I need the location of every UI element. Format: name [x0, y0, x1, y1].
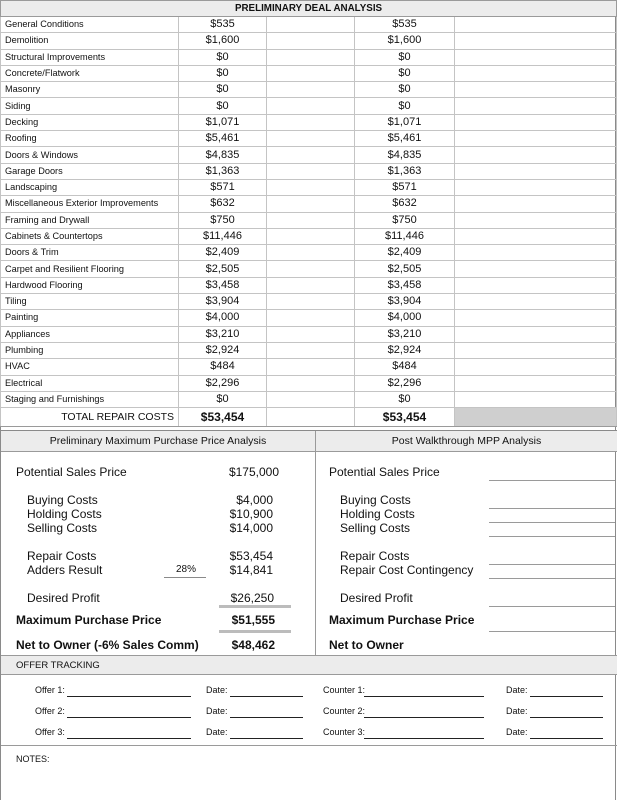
prelim-repair-value: $53,454 — [229, 549, 273, 563]
post-potential-sales-label: Potential Sales Price — [329, 465, 440, 479]
empty-cell — [267, 228, 355, 244]
post-repair-field[interactable] — [489, 564, 615, 565]
repair-item-post-cost: $1,071 — [355, 114, 455, 130]
prelim-adders-percent: 28% — [176, 564, 197, 575]
repair-item-prelim-cost: $4,000 — [179, 310, 267, 326]
adders-percent-underline — [164, 577, 206, 578]
empty-cell — [267, 391, 355, 407]
counter-input-line[interactable] — [364, 717, 484, 718]
prelim-repair-label: Repair Costs — [27, 549, 97, 563]
post-holding-label: Holding Costs — [340, 507, 415, 521]
repair-item-post-cost: $484 — [355, 359, 455, 375]
table-row — [1, 131, 617, 147]
offer-label: Offer 3: — [35, 727, 65, 737]
repair-item-label: Painting — [1, 310, 179, 326]
repair-item-prelim-cost: $5,461 — [179, 131, 267, 147]
counter-date-line[interactable] — [530, 696, 603, 697]
repair-item-label: Carpet and Resilient Flooring — [1, 261, 179, 277]
empty-cell — [455, 65, 617, 81]
empty-cell — [267, 359, 355, 375]
empty-cell — [267, 277, 355, 293]
post-contingency-label: Repair Cost Contingency — [340, 563, 474, 577]
repair-item-prelim-cost: $4,835 — [179, 147, 267, 163]
table-row — [1, 277, 617, 293]
post-net-label: Net to Owner — [329, 638, 404, 652]
table-row — [1, 163, 617, 179]
counter-date-label: Date: — [506, 706, 528, 716]
repair-item-prelim-cost: $1,363 — [179, 163, 267, 179]
empty-cell — [267, 179, 355, 195]
repair-item-post-cost: $571 — [355, 179, 455, 195]
repair-item-prelim-cost: $2,409 — [179, 245, 267, 261]
counter-label: Counter 2: — [323, 706, 366, 716]
repair-item-post-cost: $3,904 — [355, 294, 455, 310]
prelim-mpp-value: $51,555 — [231, 613, 275, 627]
repair-item-label: Staging and Furnishings — [1, 391, 179, 407]
empty-cell — [267, 98, 355, 114]
prelim-mpp-heading: Preliminary Maximum Purchase Price Analysis — [1, 431, 315, 452]
table-row — [1, 342, 617, 358]
empty-cell — [267, 245, 355, 261]
repair-item-prelim-cost: $0 — [179, 391, 267, 407]
post-repair-label: Repair Costs — [340, 549, 410, 563]
post-selling-field[interactable] — [489, 536, 615, 537]
offer-tracking-heading: OFFER TRACKING — [1, 655, 617, 675]
repair-item-post-cost: $2,409 — [355, 245, 455, 261]
mpp-underline — [219, 630, 291, 633]
empty-cell — [267, 408, 355, 427]
post-profit-label: Desired Profit — [340, 591, 413, 605]
repair-item-prelim-cost: $484 — [179, 359, 267, 375]
repair-item-post-cost: $11,446 — [355, 228, 455, 244]
table-row — [1, 261, 617, 277]
repair-item-prelim-cost: $2,505 — [179, 261, 267, 277]
repair-item-label: Doors & Windows — [1, 147, 179, 163]
total-label: TOTAL REPAIR COSTS — [1, 408, 179, 427]
empty-cell — [455, 179, 617, 195]
empty-cell — [455, 310, 617, 326]
repair-item-post-cost: $3,210 — [355, 326, 455, 342]
notes-area[interactable] — [1, 745, 617, 800]
repair-item-post-cost: $4,835 — [355, 147, 455, 163]
repair-item-prelim-cost: $0 — [179, 82, 267, 98]
empty-cell — [455, 33, 617, 49]
repair-item-label: Siding — [1, 98, 179, 114]
counter-input-line[interactable] — [364, 738, 484, 739]
empty-cell — [267, 17, 355, 33]
repair-item-label: Hardwood Flooring — [1, 277, 179, 293]
empty-cell — [455, 98, 617, 114]
prelim-net-label: Net to Owner (-6% Sales Comm) — [16, 638, 199, 652]
table-row — [1, 326, 617, 342]
table-row — [1, 310, 617, 326]
repair-item-post-cost: $0 — [355, 391, 455, 407]
empty-cell — [455, 294, 617, 310]
repair-item-post-cost: $0 — [355, 49, 455, 65]
empty-cell — [455, 375, 617, 391]
repair-item-post-cost: $1,363 — [355, 163, 455, 179]
repair-item-prelim-cost: $0 — [179, 49, 267, 65]
repair-item-post-cost: $1,600 — [355, 33, 455, 49]
counter-label: Counter 1: — [323, 685, 366, 695]
repair-item-prelim-cost: $0 — [179, 98, 267, 114]
empty-cell — [455, 163, 617, 179]
repair-item-label: Tiling — [1, 294, 179, 310]
prelim-adders-value: $14,841 — [229, 563, 273, 577]
empty-cell — [267, 82, 355, 98]
repair-item-post-cost: $0 — [355, 98, 455, 114]
repair-item-label: Roofing — [1, 131, 179, 147]
table-row — [1, 179, 617, 195]
post-potential-sales-field[interactable] — [489, 480, 615, 481]
repair-item-label: General Conditions — [1, 17, 179, 33]
table-row — [1, 359, 617, 375]
total-row — [1, 408, 617, 427]
table-row — [1, 82, 617, 98]
empty-cell — [267, 294, 355, 310]
table-row — [1, 17, 617, 33]
table-row — [1, 375, 617, 391]
empty-cell — [455, 277, 617, 293]
prelim-adders-label: Adders Result — [27, 563, 103, 577]
post-mpp-label: Maximum Purchase Price — [329, 613, 475, 627]
repair-item-prelim-cost: $2,296 — [179, 375, 267, 391]
table-row — [1, 294, 617, 310]
empty-cell — [455, 114, 617, 130]
table-row — [1, 98, 617, 114]
post-buying-label: Buying Costs — [340, 493, 411, 507]
repair-item-post-cost: $2,296 — [355, 375, 455, 391]
post-profit-field[interactable] — [489, 606, 615, 607]
repair-item-prelim-cost: $2,924 — [179, 342, 267, 358]
empty-cell — [267, 147, 355, 163]
offer-input-line[interactable] — [67, 696, 191, 697]
repair-item-post-cost: $632 — [355, 196, 455, 212]
repair-item-prelim-cost: $1,071 — [179, 114, 267, 130]
repair-item-label: Structural Improvements — [1, 49, 179, 65]
post-contingency-field[interactable] — [489, 578, 615, 579]
repair-item-post-cost: $3,458 — [355, 277, 455, 293]
offer-label: Offer 2: — [35, 706, 65, 716]
prelim-profit-label: Desired Profit — [27, 591, 100, 605]
empty-cell — [267, 375, 355, 391]
offer-date-label: Date: — [206, 727, 228, 737]
offer-date-label: Date: — [206, 685, 228, 695]
repair-item-label: Doors & Trim — [1, 245, 179, 261]
empty-cell — [267, 49, 355, 65]
table-row — [1, 49, 617, 65]
empty-cell — [267, 342, 355, 358]
empty-cell — [455, 326, 617, 342]
repair-item-label: Garage Doors — [1, 163, 179, 179]
repair-item-prelim-cost: $3,904 — [179, 294, 267, 310]
prelim-buying-value: $4,000 — [236, 493, 273, 507]
repair-item-post-cost: $2,505 — [355, 261, 455, 277]
repair-item-label: Framing and Drywall — [1, 212, 179, 228]
table-row — [1, 147, 617, 163]
empty-cell — [267, 310, 355, 326]
repair-item-post-cost: $4,000 — [355, 310, 455, 326]
post-holding-field[interactable] — [489, 522, 615, 523]
table-row — [1, 391, 617, 407]
empty-cell — [455, 49, 617, 65]
repair-item-prelim-cost: $571 — [179, 179, 267, 195]
prelim-net-value: $48,462 — [231, 638, 275, 652]
repair-item-label: HVAC — [1, 359, 179, 375]
counter-date-label: Date: — [506, 685, 528, 695]
empty-cell — [455, 131, 617, 147]
repair-item-post-cost: $0 — [355, 82, 455, 98]
prelim-buying-label: Buying Costs — [27, 493, 98, 507]
table-row — [1, 228, 617, 244]
repair-item-label: Concrete/Flatwork — [1, 65, 179, 81]
repair-item-prelim-cost: $3,210 — [179, 326, 267, 342]
empty-cell — [267, 326, 355, 342]
repair-item-prelim-cost: $1,600 — [179, 33, 267, 49]
repair-item-post-cost: $750 — [355, 212, 455, 228]
post-mpp-heading: Post Walkthrough MPP Analysis — [316, 431, 617, 452]
counter-date-line[interactable] — [530, 717, 603, 718]
total-post: $53,454 — [355, 408, 455, 427]
repair-item-label: Decking — [1, 114, 179, 130]
offer-date-line[interactable] — [230, 717, 303, 718]
counter-date-label: Date: — [506, 727, 528, 737]
empty-cell — [267, 33, 355, 49]
empty-cell — [455, 228, 617, 244]
counter-input-line[interactable] — [364, 696, 484, 697]
empty-cell — [267, 196, 355, 212]
repair-item-label: Electrical — [1, 375, 179, 391]
notes-label: NOTES: — [16, 754, 50, 764]
repair-item-label: Demolition — [1, 33, 179, 49]
repair-item-label: Cabinets & Countertops — [1, 228, 179, 244]
prelim-mpp-label: Maximum Purchase Price — [16, 613, 162, 627]
section-divider — [315, 431, 316, 656]
offer-row — [1, 682, 617, 702]
offer-label: Offer 1: — [35, 685, 65, 695]
prelim-potential-sales-label: Potential Sales Price — [16, 465, 127, 479]
repair-item-post-cost: $2,924 — [355, 342, 455, 358]
empty-cell — [455, 261, 617, 277]
repair-item-label: Plumbing — [1, 342, 179, 358]
prelim-holding-label: Holding Costs — [27, 507, 102, 521]
prelim-holding-value: $10,900 — [229, 507, 273, 521]
empty-cell — [455, 82, 617, 98]
post-mpp-field[interactable] — [489, 631, 615, 632]
table-row — [1, 245, 617, 261]
empty-cell — [267, 65, 355, 81]
post-selling-label: Selling Costs — [340, 521, 411, 535]
sheet-title: PRELIMINARY DEAL ANALYSIS — [1, 1, 617, 17]
empty-cell — [455, 245, 617, 261]
empty-cell — [455, 147, 617, 163]
offer-row — [1, 724, 617, 744]
repair-item-prelim-cost: $3,458 — [179, 277, 267, 293]
table-row — [1, 196, 617, 212]
offer-input-line[interactable] — [67, 717, 191, 718]
empty-cell — [455, 212, 617, 228]
prelim-profit-value: $26,250 — [230, 591, 274, 605]
repair-item-prelim-cost: $0 — [179, 65, 267, 81]
table-row — [1, 65, 617, 81]
offer-input-line[interactable] — [67, 738, 191, 739]
empty-cell — [455, 196, 617, 212]
empty-cell — [267, 114, 355, 130]
profit-underline — [219, 605, 291, 608]
shaded-cell — [455, 408, 617, 427]
repair-item-prelim-cost: $750 — [179, 212, 267, 228]
repair-item-label: Landscaping — [1, 179, 179, 195]
post-buying-field[interactable] — [489, 508, 615, 509]
repair-item-post-cost: $0 — [355, 65, 455, 81]
prelim-selling-label: Selling Costs — [27, 521, 98, 535]
repair-item-prelim-cost: $632 — [179, 196, 267, 212]
mpp-section — [1, 430, 617, 656]
prelim-potential-sales-value: $175,000 — [228, 465, 279, 479]
repair-item-label: Miscellaneous Exterior Improvements — [1, 196, 179, 212]
repair-item-label: Masonry — [1, 82, 179, 98]
repair-item-post-cost: $535 — [355, 17, 455, 33]
table-header-row — [1, 1, 617, 17]
repair-item-prelim-cost: $535 — [179, 17, 267, 33]
empty-cell — [455, 391, 617, 407]
counter-date-line[interactable] — [530, 738, 603, 739]
empty-cell — [267, 163, 355, 179]
table-row — [1, 33, 617, 49]
empty-cell — [267, 131, 355, 147]
empty-cell — [455, 342, 617, 358]
empty-cell — [455, 17, 617, 33]
prelim-selling-value: $14,000 — [229, 521, 273, 535]
offer-date-label: Date: — [206, 706, 228, 716]
repair-item-label: Appliances — [1, 326, 179, 342]
offer-date-line[interactable] — [230, 738, 303, 739]
table-row — [1, 212, 617, 228]
empty-cell — [455, 359, 617, 375]
repair-item-prelim-cost: $11,446 — [179, 228, 267, 244]
offer-date-line[interactable] — [230, 696, 303, 697]
counter-label: Counter 3: — [323, 727, 366, 737]
offer-row — [1, 703, 617, 723]
repair-item-post-cost: $5,461 — [355, 131, 455, 147]
empty-cell — [267, 261, 355, 277]
empty-cell — [267, 212, 355, 228]
table-row — [1, 114, 617, 130]
total-prelim: $53,454 — [179, 408, 267, 427]
